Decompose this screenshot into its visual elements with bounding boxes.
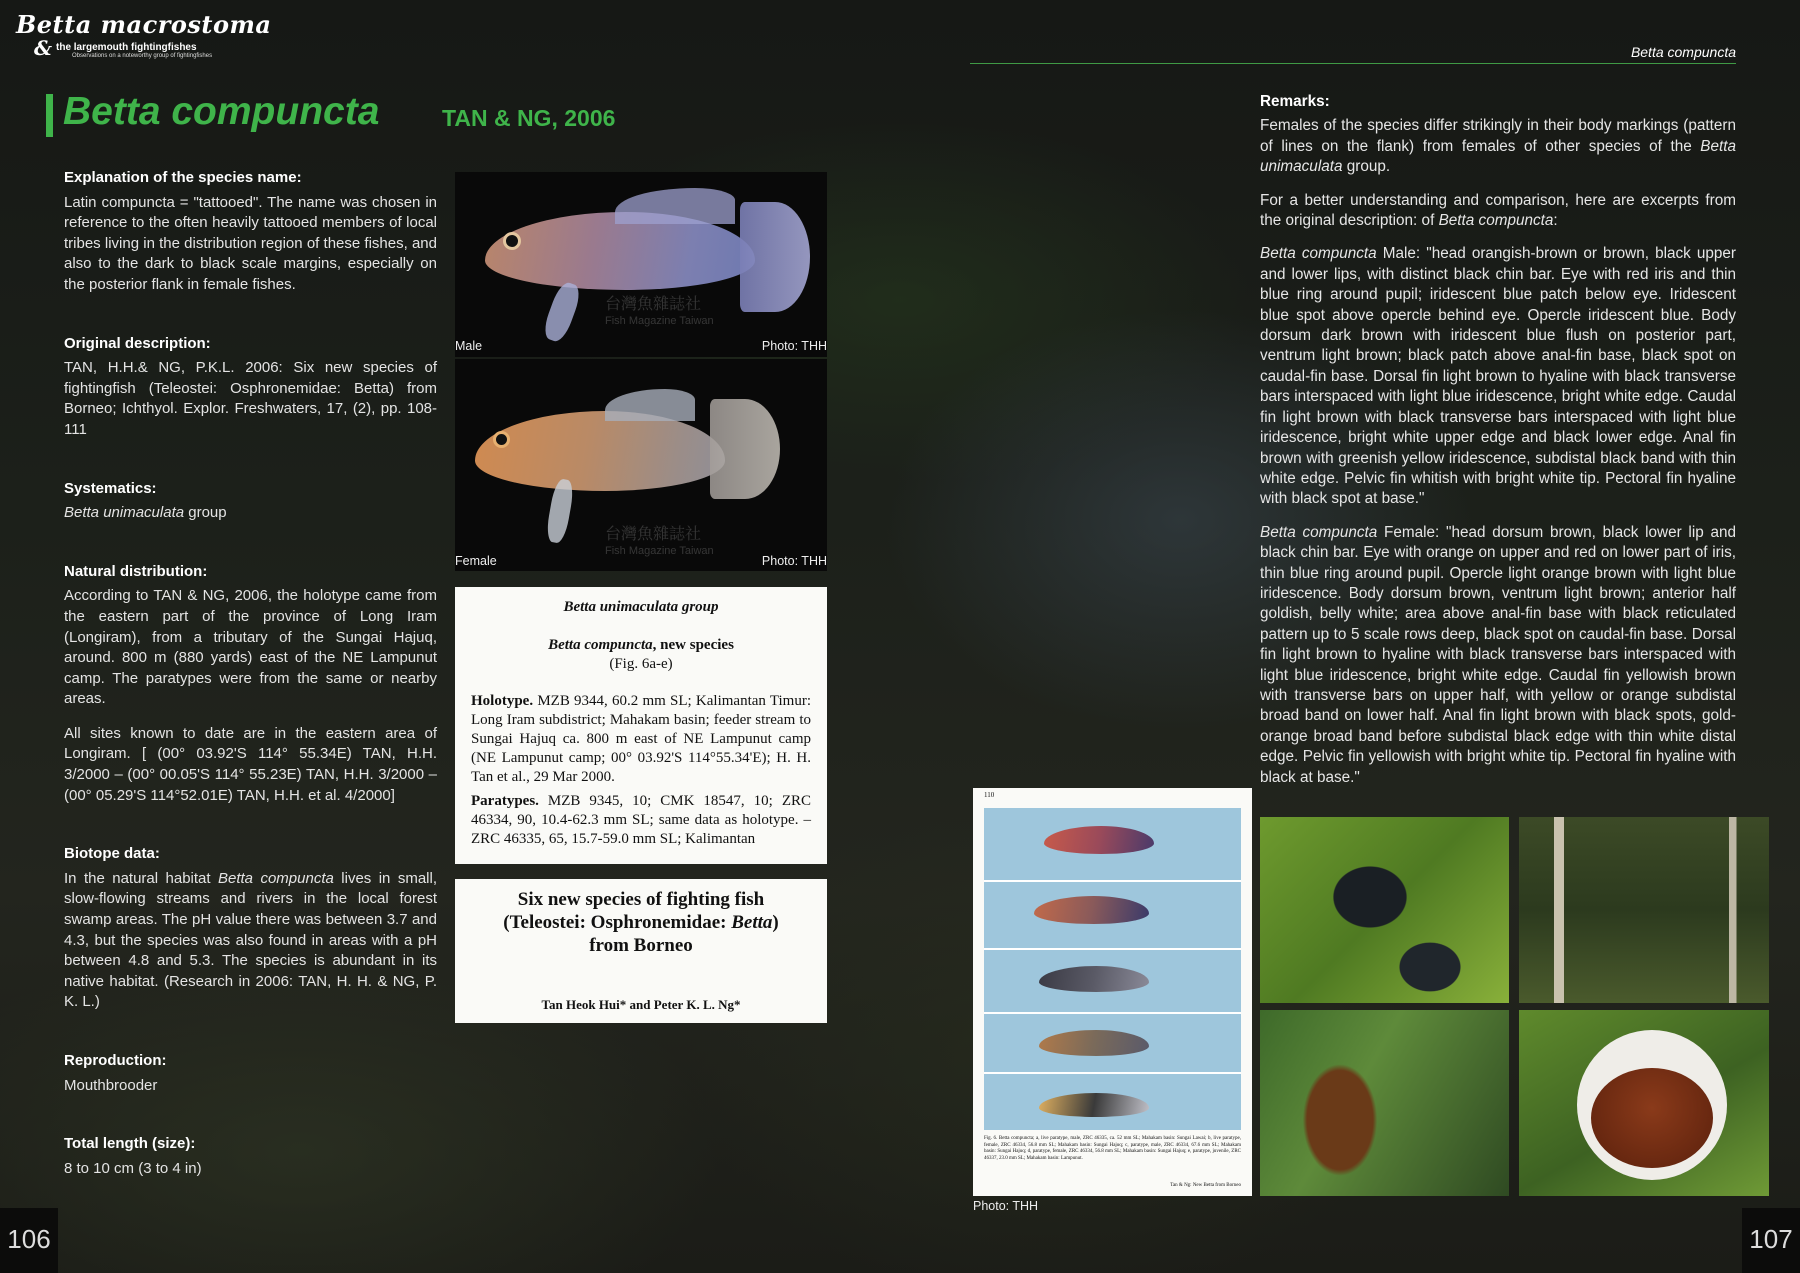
male-fish-dorsal-fin bbox=[615, 188, 735, 224]
species-title: Betta compuncta bbox=[63, 90, 380, 133]
figure-caption: Fig. 6. Betta compuncta; a, live paratype, male, ZRC 46335, ca. 52 mm SL; Mahakam basin: Sungai Lawai; b, live paratype, female, ZRC 46334, 56.8 mm SL; Mahakam basin: Sungai Hajuq; c, paratype, male, ZRC 46334, 67.6 mm SL; Mahakam basin: Sungai Hajuq; d, paratype, female, ZRC 46334, 56.8 mm SL; Mahakam basin: Sungai Hajuq; e, paratype, juvenile, ZRC 46337, 23.0 mm SL; Mahakam basin: Lampunut. bbox=[984, 1136, 1241, 1161]
italic-species-group: Betta unimaculata bbox=[64, 504, 185, 522]
female-description-text: Female: "head dorsum brown, black lower lip and black chin bar. Eye with orange on upper and red on lower part of iris, thin blue ring around pupil. Opercle light orange brown with light blue iridescence. Body dorsum brown, ventrum light brown; anterior half goldish, belly white; area above anal-fin base with black reticulated pattern up to 5 scale rows deep, black spot on caudal-fin base. Dorsal fin light brown to hyaline with black transverse bars interspaced with light blue iridescence, bright white edge. Caudal fin yellowish brown with transverse bars on upper half, with yellow or orange subdistal broad band on lower half. Anal fin light brown with black spots, gold-orange broad band before subdistal black edge with thin white distal edge. Pelvic fin yellowish with bright white tip. Pectoral fin hyaline with black at base." bbox=[1260, 523, 1736, 786]
habitat-photo-forest-floor bbox=[1519, 817, 1769, 1003]
figure-page bbox=[973, 788, 1252, 1196]
original-description-excerpt bbox=[455, 587, 827, 864]
watermark-en: Fish Magazine Taiwan bbox=[605, 315, 714, 327]
section-original-description bbox=[64, 334, 437, 441]
section-text bbox=[64, 503, 437, 524]
right-text-column bbox=[1260, 92, 1736, 801]
comparison-text bbox=[1260, 191, 1736, 232]
compare-italic: Betta compuncta bbox=[1438, 212, 1554, 230]
logo-tagline: Observations on a noteworthy group of fightingfishes bbox=[72, 53, 213, 59]
female-fish-dorsal-fin bbox=[605, 389, 695, 421]
female-species-italic: Betta compuncta bbox=[1260, 523, 1378, 541]
compare-post: : bbox=[1553, 212, 1558, 230]
figure-photo-credit: Photo: THH bbox=[973, 1199, 1039, 1213]
watermark bbox=[605, 527, 714, 559]
watermark-cn: 台灣魚雜誌社 bbox=[605, 526, 702, 543]
female-fish-eye bbox=[493, 431, 510, 448]
species-author: TAN & NG, 2006 bbox=[442, 105, 616, 131]
logo-subtitle: the largemouth fightingfishes bbox=[56, 42, 197, 53]
header-rule bbox=[970, 63, 1736, 64]
figure-fish-e bbox=[1039, 1093, 1149, 1117]
section-text: TAN, H.H.& NG, P.K.L. 2006: Six new species of fightingfish (Teleostei: Osphronemidae: Betta) from Borneo; Ichthyol. Explor. Freshwaters, 17, (2), pp. 108-111 bbox=[64, 359, 437, 438]
paper-title-line2 bbox=[455, 911, 827, 934]
text-rest: group bbox=[184, 504, 227, 522]
male-description bbox=[1260, 244, 1736, 509]
section-text: According to TAN & NG, 2006, the holotype came from the eastern part of the province of Long Iram (Longiram), from a tributary of the Sungai Hajuq, around. 800 m (880 yards) east of the NE Lampunut camp. The paratypes were from the same or nearby areas. bbox=[64, 587, 437, 708]
remarks-text bbox=[1260, 116, 1736, 177]
paratypes-text: MZB 9345, 10; CMK 18547, 10; ZRC 46334, 90, 10.4-62.3 mm SL; same data as holotype. – ZRC 46335, 65, 15.7-59.0 mm SL; Kalimantan bbox=[471, 793, 811, 847]
section-heading: Total length (size): bbox=[64, 1135, 196, 1153]
paper-title-line3: from Borneo bbox=[589, 935, 693, 956]
logo-ampersand: & bbox=[34, 36, 53, 60]
section-heading: Systematics: bbox=[64, 479, 157, 497]
section-text bbox=[64, 869, 437, 1013]
line2-pre: (Teleostei: Osphronemidae: bbox=[503, 912, 732, 933]
figure-fish-d bbox=[1039, 1030, 1149, 1056]
page-number-right: 107 bbox=[1742, 1208, 1800, 1273]
male-description-text: Male: "head orangish-brown or brown, black upper and lower lips, with distinct black chin bar. Eye with red iris and thin blue ring around pupil; iridescent blue patch below eye. Iridescent blue spot above opercle behind eye. Opercle iridescent blue. Body dorsum dark brown with iridescent blue flush on posterior part, ventrum light brown; black patch above anal-fin base, black spot on caudal-fin base. Dorsal fin light brown to hyaline with black transverse bars interspaced with light blue iridescence, bright white edge. Caudal fin light brown with black transverse bars interspaced with light blue iridescence, bright white upper edge and black lower edge. Anal fin brown with greenish yellow iridescence, subdistal black band with thin white edge. Pelvic fin whitish with bright white tip. Pectoral fin hyaline with black spot at base." bbox=[1260, 245, 1737, 508]
female-fish-photo bbox=[455, 359, 827, 571]
watermark bbox=[605, 297, 714, 329]
section-natural-distribution bbox=[64, 562, 437, 807]
paper-title-box bbox=[455, 879, 827, 1023]
section-heading: Natural distribution: bbox=[64, 562, 208, 580]
male-fish-photo bbox=[455, 172, 827, 357]
habitat-photo-stream-water bbox=[1260, 1010, 1509, 1196]
female-fish-body bbox=[475, 411, 725, 491]
section-reproduction bbox=[64, 1051, 437, 1096]
female-description bbox=[1260, 523, 1736, 788]
male-species-italic: Betta compuncta bbox=[1260, 245, 1377, 263]
sample-water bbox=[1591, 1068, 1713, 1168]
remarks-heading: Remarks: bbox=[1260, 93, 1330, 110]
remarks-pre: Females of the species differ strikingly in their body markings (pattern of lines on the flank) from females of other species of the bbox=[1260, 117, 1736, 155]
paper-authors: Tan Heok Hui* and Peter K. L. Ng* bbox=[541, 997, 741, 1012]
remarks-post: group. bbox=[1342, 158, 1391, 176]
section-total-length bbox=[64, 1134, 437, 1179]
figure-page-number: 110 bbox=[984, 791, 995, 799]
text-post: lives in small, slow-flowing streams and rivers in the local forest swamp areas. The pH value there was between 3.7 and 4.3, but the species was also found in areas with a pH between 4.8 and 5.3. The species is abundant in its native habitat. (Research in 2006: TAN, H. H. & NG, P. K. L.) bbox=[64, 869, 437, 1011]
excerpt-holotype bbox=[471, 692, 811, 787]
section-biotope bbox=[64, 844, 437, 1013]
figure-fish-b bbox=[1034, 896, 1149, 924]
section-systematics bbox=[64, 479, 437, 524]
left-text-column bbox=[64, 168, 437, 1202]
logo-title: Betta macrostoma bbox=[16, 10, 272, 39]
section-text: Mouthbrooder bbox=[64, 1076, 158, 1094]
male-label: Male bbox=[455, 339, 483, 353]
running-title: Betta compuncta bbox=[1630, 44, 1736, 60]
paper-title bbox=[455, 888, 827, 957]
excerpt-species-rest: , new species bbox=[652, 637, 734, 653]
holotype-label: Holotype. bbox=[471, 693, 534, 709]
figure-fish-c bbox=[1039, 966, 1149, 992]
figure-divider bbox=[984, 1072, 1241, 1074]
excerpt-fig: (Fig. 6a-e) bbox=[609, 656, 673, 672]
section-heading: Biotope data: bbox=[64, 845, 160, 863]
excerpt-group: Betta unimaculata group bbox=[563, 599, 719, 615]
watermark-en: Fish Magazine Taiwan bbox=[605, 545, 714, 557]
remarks-italic: Betta unimaculata bbox=[1260, 137, 1736, 176]
figure-divider bbox=[984, 1012, 1241, 1014]
photo-credit: Photo: THH bbox=[761, 554, 827, 568]
section-text: 8 to 10 cm (3 to 4 in) bbox=[64, 1159, 202, 1177]
paper-title-line1: Six new species of fighting fish bbox=[517, 889, 765, 910]
paratypes-label: Paratypes. bbox=[471, 793, 539, 809]
section-name-explanation bbox=[64, 168, 437, 296]
figure-footer: Tan & Ng: New Betta from Borneo bbox=[1170, 1183, 1241, 1188]
male-fish-eye bbox=[503, 232, 521, 250]
figure-plate bbox=[984, 808, 1241, 1130]
habitat-photo-water-sample-bowl bbox=[1519, 1010, 1769, 1196]
section-heading: Original description: bbox=[64, 334, 211, 352]
text-pre: In the natural habitat bbox=[64, 869, 218, 887]
section-text: All sites known to date are in the eastern area of Longiram. [ (00° 03.92'S 114° 55.34E) TAN, H.H. 3/2000 – (00° 00.05'S 114° 55.23E) TAN, H.H. 3/2000 – (00° 05.29'S 114°52.01E) TAN, H.H. et al. 4/2000] bbox=[64, 724, 437, 804]
title-accent-bar bbox=[46, 94, 53, 137]
line2-italic: Betta bbox=[731, 912, 773, 933]
page-number-left: 106 bbox=[0, 1208, 58, 1273]
excerpt-species-italic: Betta compuncta bbox=[548, 637, 653, 653]
section-heading: Reproduction: bbox=[64, 1052, 167, 1069]
female-fish-tail bbox=[710, 399, 780, 499]
female-label: Female bbox=[455, 554, 497, 568]
section-heading: Explanation of the species name: bbox=[64, 169, 302, 186]
section-text: Latin compuncta = "tattooed". The name was chosen in reference to the often heavily tattooed members of local tribes living in the distribution region of these fishes, and also to the dark to black scale margins, especially on the posterior flank in female fishes. bbox=[64, 193, 437, 293]
habitat-photo-stream-overhead bbox=[1260, 817, 1509, 1003]
photo-credit: Photo: THH bbox=[761, 339, 827, 353]
excerpt-species bbox=[455, 636, 827, 655]
holotype-text: MZB 9344, 60.2 mm SL; Kalimantan Timur: Long Iram subdistrict; Mahakam basin; feeder stream to Sungai Hajuq ca. 800 m east of NE Lampunut camp (NE Lampunut camp; 00° 03.92'S 114°55.34'E); H. H. Tan et al., 29 Mar 2000. bbox=[471, 693, 811, 785]
compare-pre: For a better understanding and comparison, here are excerpts from the original description: of bbox=[1260, 191, 1736, 230]
line2-post: ) bbox=[772, 912, 779, 933]
figure-divider bbox=[984, 948, 1241, 950]
italic-species: Betta compuncta bbox=[218, 869, 334, 887]
excerpt-paratypes bbox=[471, 792, 811, 849]
male-fish-tail bbox=[740, 202, 810, 312]
male-fish-ventral-fin bbox=[540, 280, 583, 345]
watermark-cn: 台灣魚雜誌社 bbox=[605, 296, 702, 313]
figure-divider bbox=[984, 880, 1241, 882]
figure-fish-a bbox=[1044, 826, 1154, 854]
